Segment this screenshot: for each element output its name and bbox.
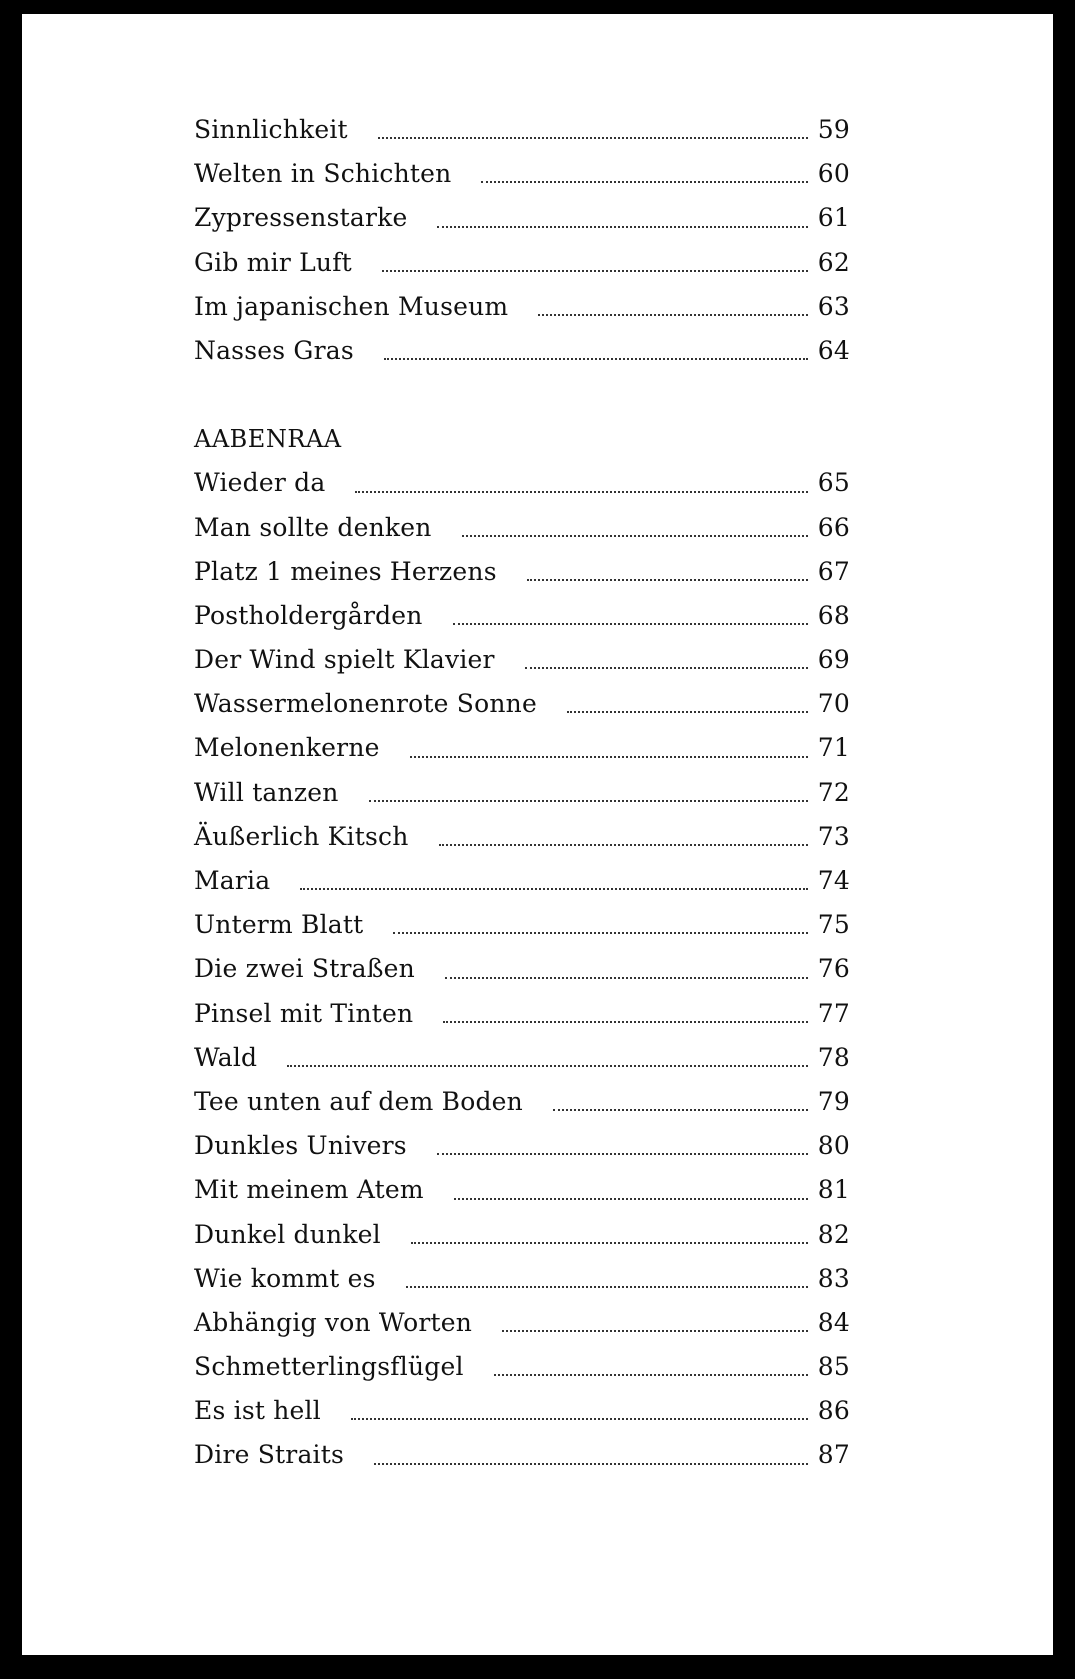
toc-entry-title: Im japanischen Museum [194, 291, 509, 321]
toc-entry [194, 506, 850, 550]
dot-leader [462, 535, 808, 537]
toc-entry-page: 75 [817, 910, 850, 940]
toc-entry [194, 550, 850, 594]
dot-leader [355, 491, 807, 493]
dot-leader [538, 314, 807, 316]
toc-entry [194, 1080, 850, 1124]
toc-entry [194, 638, 850, 682]
toc-entry-title: Gib mir Luft [194, 247, 352, 277]
toc-entry [194, 947, 850, 991]
toc-entry-title: Maria [194, 866, 271, 895]
table-of-contents [194, 108, 850, 1478]
toc-entry-page: 71 [817, 733, 850, 763]
dot-leader [525, 667, 808, 669]
toc-entry [194, 1213, 850, 1257]
toc-entry [194, 859, 850, 903]
dot-leader [439, 844, 808, 846]
toc-entry [194, 329, 850, 373]
toc-entry-title: Dire Straits [194, 1440, 345, 1470]
toc-entry-title: Wie kommt es [194, 1263, 376, 1293]
toc-entry [194, 1345, 850, 1389]
dot-leader [300, 888, 807, 890]
dot-leader [369, 800, 808, 802]
section-gap [194, 373, 850, 417]
dot-leader [410, 756, 808, 758]
toc-entry [194, 1301, 850, 1345]
toc-entry-page: 63 [817, 291, 850, 321]
toc-entry-page: 83 [817, 1263, 850, 1293]
dot-leader [384, 358, 808, 360]
toc-entry-title: Sinnlichkeit [194, 115, 348, 144]
toc-entry-title: Wieder da [194, 468, 326, 498]
toc-entry [194, 815, 850, 859]
dot-leader [567, 711, 808, 713]
toc-entry-page: 70 [817, 689, 850, 719]
dot-leader [287, 1065, 808, 1067]
dot-leader [553, 1109, 808, 1111]
toc-entry [194, 1389, 850, 1433]
toc-entry-page: 65 [817, 468, 850, 498]
toc-entry [194, 771, 850, 815]
toc-entry [194, 1036, 850, 1080]
toc-entry-title: Die zwei Straßen [194, 954, 415, 984]
toc-entry-title: Es ist hell [194, 1396, 321, 1426]
toc-entry-title: Dunkles Univers [194, 1131, 407, 1161]
dot-leader [453, 623, 808, 625]
toc-entry [194, 726, 850, 770]
toc-entry-page: 87 [817, 1440, 850, 1470]
dot-leader [437, 1153, 808, 1155]
toc-entry-page: 74 [817, 866, 850, 895]
dot-leader [378, 137, 808, 139]
toc-entry-page: 66 [817, 512, 850, 542]
dot-leader [527, 579, 808, 581]
toc-entry-page: 86 [817, 1396, 850, 1426]
dot-leader [393, 932, 807, 934]
toc-entry-title: Tee unten auf dem Boden [194, 1086, 523, 1116]
toc-entry [194, 992, 850, 1036]
dot-leader [374, 1463, 808, 1465]
dot-leader [445, 977, 808, 979]
toc-entry-page: 72 [817, 777, 850, 807]
toc-entry-title: Platz 1 meines Herzens [194, 556, 497, 586]
toc-entry-title: Melonenkerne [194, 733, 380, 763]
toc-entry-title: Postholdergården [194, 600, 423, 630]
toc-entry-title: Zypressenstarke [194, 203, 408, 233]
toc-entry-page: 80 [817, 1131, 850, 1161]
toc-entry [194, 903, 850, 947]
dot-leader [411, 1242, 808, 1244]
toc-entry-page: 73 [817, 821, 850, 851]
toc-entry-title: Unterm Blatt [194, 910, 364, 940]
toc-entry [194, 461, 850, 505]
toc-entry [194, 108, 850, 152]
toc-entry-page: 59 [817, 115, 850, 144]
toc-entry-page: 60 [817, 159, 850, 189]
toc-entry-title: Nasses Gras [194, 335, 354, 365]
dot-leader [481, 181, 807, 183]
toc-entry-title: Pinsel mit Tinten [194, 998, 414, 1028]
toc-entry-title: Der Wind spielt Klavier [194, 645, 495, 675]
toc-entry-title: Wald [194, 1042, 258, 1072]
toc-entry [194, 196, 850, 240]
toc-entry [194, 241, 850, 285]
book-page [22, 14, 1053, 1655]
dot-leader [382, 270, 808, 272]
toc-entry [194, 1433, 850, 1477]
toc-entry [194, 682, 850, 726]
toc-entry-page: 81 [817, 1175, 850, 1205]
toc-entry-title: Man sollte denken [194, 512, 432, 542]
dot-leader [406, 1286, 808, 1288]
toc-entry-title: Dunkel dunkel [194, 1219, 381, 1249]
section-heading: AABENRAA [194, 425, 342, 454]
toc-entry-page: 67 [817, 556, 850, 586]
toc-entry-page: 84 [817, 1307, 850, 1337]
toc-entry-title: Abhängig von Worten [194, 1307, 473, 1337]
toc-entry-page: 77 [817, 998, 850, 1028]
toc-entry-title: Wassermelonenrote Sonne [194, 689, 537, 719]
toc-entry [194, 1124, 850, 1168]
toc-entry [194, 285, 850, 329]
dot-leader [351, 1418, 808, 1420]
toc-entry-page: 82 [817, 1219, 850, 1249]
toc-entry-page: 78 [817, 1042, 850, 1072]
toc-entry-title: Welten in Schichten [194, 159, 452, 189]
toc-entry-page: 79 [817, 1086, 850, 1116]
toc-entry-title: Äußerlich Kitsch [194, 821, 409, 851]
toc-entry-page: 69 [817, 645, 850, 675]
toc-entry-page: 61 [817, 203, 850, 233]
toc-entry-page: 62 [817, 247, 850, 277]
toc-entry-page: 76 [817, 954, 850, 984]
dot-leader [494, 1374, 808, 1376]
toc-entry-page: 68 [817, 600, 850, 630]
toc-entry-title: Will tanzen [194, 777, 339, 807]
toc-entry-page: 85 [817, 1352, 850, 1382]
toc-entry [194, 1168, 850, 1212]
toc-entry [194, 1257, 850, 1301]
toc-entry-title: Schmetterlingsflügel [194, 1352, 464, 1382]
toc-entry-title: Mit meinem Atem [194, 1175, 424, 1205]
toc-entry [194, 594, 850, 638]
toc-entry-page: 64 [817, 335, 850, 365]
dot-leader [437, 226, 807, 228]
toc-entry [194, 152, 850, 196]
dot-leader [502, 1330, 808, 1332]
dot-leader [443, 1021, 807, 1023]
dot-leader [454, 1198, 808, 1200]
